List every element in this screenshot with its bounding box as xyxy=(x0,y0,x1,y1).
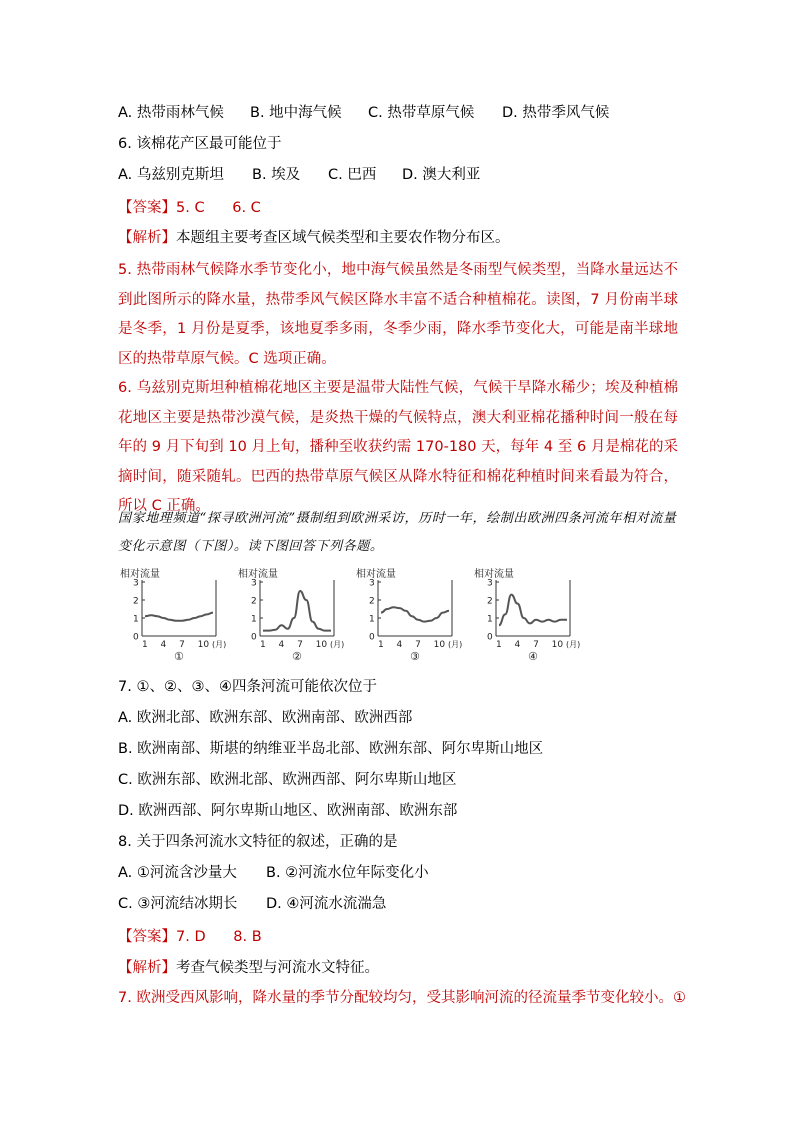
q8-option-c: C. ③河流结冰期长 xyxy=(118,896,238,912)
q8-stem: 8. 关于四条河流水文特征的叙述，正确的是 xyxy=(118,834,398,850)
q5-options xyxy=(118,103,609,123)
chart-caption: ③ xyxy=(410,650,420,663)
chart-svg xyxy=(236,566,346,666)
x-tick-label: 10 xyxy=(551,640,564,650)
y-tick-label: 1 xyxy=(487,614,493,625)
q6-options xyxy=(118,165,480,185)
x-unit-label: (月) xyxy=(212,640,227,649)
runoff-curve xyxy=(381,607,449,621)
q8-option-a: A. ①河流含沙量大 xyxy=(118,865,237,881)
y-tick-label: 2 xyxy=(369,596,375,607)
x-tick-label: 7 xyxy=(297,640,303,650)
y-tick-label: 0 xyxy=(487,632,493,643)
runoff-chart-1 xyxy=(118,566,228,666)
question-intro: 国家地理频道“探寻欧洲河流”摄制组到欧洲采访，历时一年，绘制出欧洲四条河流年相对流量变化示意图（下图）。读下图回答下列各题。 xyxy=(118,511,677,554)
chart-ylabel: 相对流量 xyxy=(238,569,278,580)
answer-line-1 xyxy=(118,198,261,218)
runoff-curve xyxy=(499,595,567,626)
x-tick-label: 10 xyxy=(315,640,328,650)
x-tick-label: 10 xyxy=(433,640,446,650)
analysis-text: 本题组主要考查区域气候类型和主要农作物分布区。 xyxy=(176,230,510,246)
chart-ylabel: 相对流量 xyxy=(474,569,514,580)
q7-option-b: B. 欧洲南部、斯堪的纳维亚半岛北部、欧洲东部、阿尔卑斯山地区 xyxy=(118,741,544,757)
x-unit-label: (月) xyxy=(448,640,463,649)
runoff-chart-2 xyxy=(236,566,346,666)
q5-option-c: C. 热带草原气候 xyxy=(368,105,475,121)
explanation-5: 5. 热带雨林气候降水季节变化小，地中海气候虽然是冬雨型气候类型，当降水量远达不到此图所示的降水量，热带季风气候区降水丰富不适合种植棉花。读图，7 月份南半球是冬季，1 月份是夏季，该地夏季多雨，冬季少雨，降水季节变化大，可能是南半球地区的热带草原气候。C 选项正确。 xyxy=(118,262,678,367)
q5-option-b: B. 地中海气候 xyxy=(250,105,342,121)
q8-option-d: D. ④河流水流湍急 xyxy=(266,896,387,912)
analysis-tag-2: 【解析】 xyxy=(118,960,176,976)
x-tick-label: 7 xyxy=(415,640,421,650)
q5-option-a: A. 热带雨林气候 xyxy=(118,105,224,121)
y-tick-label: 3 xyxy=(251,578,257,589)
chart-ylabel: 相对流量 xyxy=(356,569,396,580)
q7-option-a: A. 欧洲北部、欧洲东部、欧洲南部、欧洲西部 xyxy=(118,710,413,726)
x-tick-label: 7 xyxy=(179,640,185,650)
runoff-chart-4 xyxy=(472,566,582,666)
answer-text-2: 7. D 8. B xyxy=(176,929,262,945)
analysis-line-2 xyxy=(118,958,379,978)
q6-option-d: D. 澳大利亚 xyxy=(402,167,481,183)
x-tick-label: 10 xyxy=(197,640,210,650)
x-tick-label: 1 xyxy=(378,640,384,650)
q8-options-row-2 xyxy=(118,894,386,914)
runoff-curve xyxy=(263,591,331,631)
explanation-7: 7. 欧洲受西风影响，降水量的季节分配较均匀，受其影响河流的径流量季节变化较小。① xyxy=(118,990,686,1006)
y-tick-label: 1 xyxy=(251,614,257,625)
q8-options-row-1 xyxy=(118,863,429,883)
q7-option-d: D. 欧洲西部、阿尔卑斯山地区、欧洲南部、欧洲东部 xyxy=(118,803,458,819)
x-unit-label: (月) xyxy=(330,640,345,649)
x-tick-label: 4 xyxy=(514,640,521,650)
answer-tag: 【答案】 xyxy=(118,200,176,216)
answer-tag-2: 【答案】 xyxy=(118,929,176,945)
chart-ylabel: 相对流量 xyxy=(120,569,160,580)
x-tick-label: 1 xyxy=(496,640,502,650)
y-tick-label: 2 xyxy=(251,596,257,607)
y-tick-label: 1 xyxy=(369,614,375,625)
runoff-curve xyxy=(145,613,213,621)
x-unit-label: (月) xyxy=(566,640,581,649)
q7-stem: 7. ①、②、③、④四条河流可能依次位于 xyxy=(118,679,377,695)
q7-option-c: C. 欧洲东部、欧洲北部、欧洲西部、阿尔卑斯山地区 xyxy=(118,772,457,788)
x-tick-label: 4 xyxy=(160,640,167,650)
q6-option-a: A. 乌兹别克斯坦 xyxy=(118,167,224,183)
y-tick-label: 1 xyxy=(133,614,139,625)
analysis-line-1 xyxy=(118,228,510,248)
analysis-tag: 【解析】 xyxy=(118,230,176,246)
q6-option-b: B. 埃及 xyxy=(252,167,301,183)
y-tick-label: 3 xyxy=(369,578,375,589)
y-tick-label: 0 xyxy=(133,632,139,643)
x-tick-label: 7 xyxy=(533,640,539,650)
answer-text: 5. C 6. C xyxy=(176,200,261,216)
runoff-chart-3 xyxy=(354,566,464,666)
q6-option-c: C. 巴西 xyxy=(328,167,377,183)
q5-option-d: D. 热带季风气候 xyxy=(502,105,610,121)
y-tick-label: 2 xyxy=(133,596,139,607)
chart-caption: ① xyxy=(174,650,184,663)
q6-stem: 6. 该棉花产区最可能位于 xyxy=(118,136,282,152)
y-tick-label: 2 xyxy=(487,596,493,607)
chart-caption: ④ xyxy=(528,650,538,663)
x-tick-label: 1 xyxy=(142,640,148,650)
y-tick-label: 0 xyxy=(369,632,375,643)
explanation-6: 6. 乌兹别克斯坦种植棉花地区主要是温带大陆性气候，气候干旱降水稀少；埃及种植棉花地区主要是热带沙漠气候，是炎热干燥的气候特点，澳大利亚棉花播种时间一般在每年的 9 月下旬到 10 月上旬，播种至收获约需 170-180 天，每年 4 至 6 月是棉花的采摘时间，随采随轧。巴西的热带草原气候区从降水特征和棉花种植时间来看最为符合，所以 C 正确。 xyxy=(118,380,678,514)
analysis-text-2: 考查气候类型与河流水文特征。 xyxy=(176,960,379,976)
x-tick-label: 4 xyxy=(396,640,403,650)
y-tick-label: 3 xyxy=(487,578,493,589)
y-tick-label: 3 xyxy=(133,578,139,589)
q8-option-b: B. ②河流水位年际变化小 xyxy=(266,865,429,881)
chart-svg xyxy=(118,566,228,666)
x-tick-label: 4 xyxy=(278,640,285,650)
answer-line-2 xyxy=(118,927,262,947)
chart-svg xyxy=(354,566,464,666)
x-tick-label: 1 xyxy=(260,640,266,650)
chart-svg xyxy=(472,566,582,666)
y-tick-label: 0 xyxy=(251,632,257,643)
chart-caption: ② xyxy=(292,650,302,663)
